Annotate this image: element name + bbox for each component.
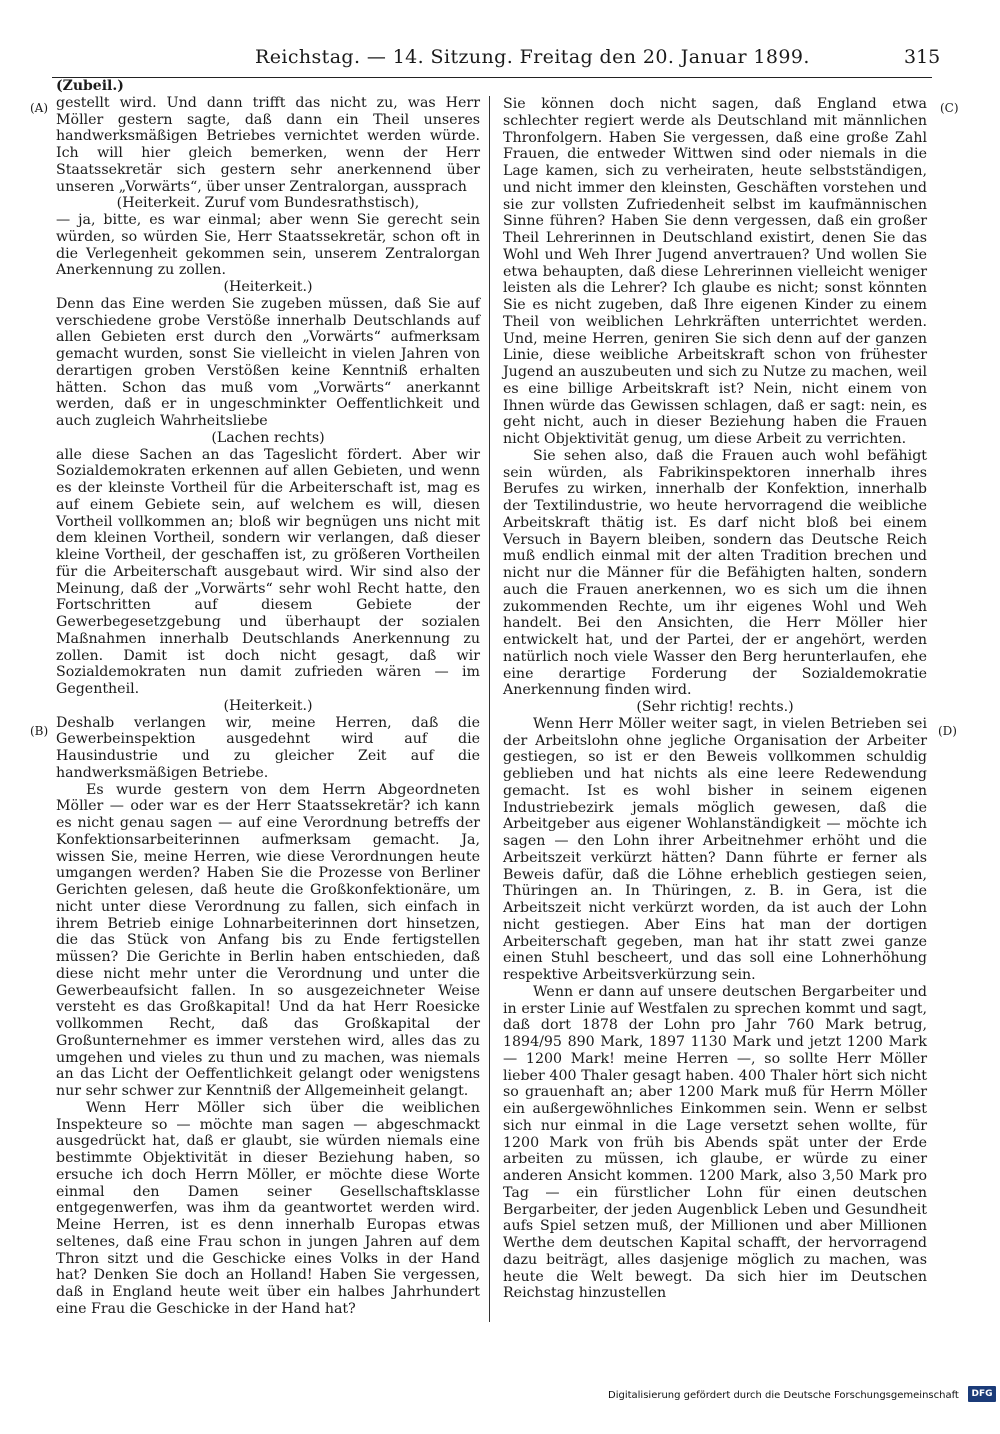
paragraph: Wenn er dann auf unsere deutschen Bergarbeiter und in erster Linie auf Westfalen zu sprechen kommt und sagt, daß dort 1878 der Lohn pro Jahr 760 Mark betrug, 1894/95 890 Mark, 1897 1130 Mark und jetzt 1200 Mark — 1200 Mark! meine Herren —, so sollte Herr Möller lieber 400 Thaler gesagt haben. 400 Thaler hört sich nicht so grauenhaft an; aber 1200 Mark muß für Herrn Möller ein außergewöhnliches Einkommen sein. Wenn er selbst sich nur einmal in die Lage versetzt sehen wollte, für 1200 Mark von früh bis Abends spät unter der Erde arbeiten zu müssen, ich glaube, er würde zu einer anderen Ansicht kommen. 1200 Mark, also 3,50 Mark pro Tag — ein fürstlicher Lohn für einen deutschen Bergarbeiter, der jeden Augenblick Leben und Gesundheit aufs Spiel setzen muß, der Millionen und aber Millionen Werthe dem deutschen Kapital schafft, der hervorragend dazu beiträgt, alles dasjenige möglich zu machen, was heute die Welt bewegt. Da sich hier im Deutschen Reichstag hinzustellen [503, 983, 927, 1302]
dfg-logo-text: DFG [971, 1389, 993, 1399]
margin-marker-d: (D) [938, 724, 957, 738]
page-number: 315 [904, 46, 941, 68]
margin-marker-b: (B) [30, 724, 49, 738]
running-head-title: Reichstag. — 14. Sitzung. Freitag den 20. Januar 1899. [255, 46, 810, 68]
paragraph: Sie sehen also, daß die Frauen auch wohl befähigt sein würden, als Fabrikinspektoren innerhalb ihres Berufes zu wirken, innerhalb der Konfektion, innerhalb der Textilindustrie, wo heute hervorragend die weibliche Arbeitskraft thätig ist. Es darf nicht bloß bei einem Versuch in Bayern bleiben, sondern das Deutsche Reich muß endlich einmal mit der alten Tradition brechen und nicht nur die Männer für die Befähigten halten, sondern auch die Frauen anerkennen, wo es sich um die ihnen zukommenden Rechte, um ihr eigenes Wohl und Weh handelt. Bei den Ansichten, die Herr Möller hier entwickelt hat, und der Partei, der er angehört, werden natürlich noch viele Wasser den Berg herunterlaufen, ehe eine derartige Forderung der Sozialdemokratie Anerkennung finden wird. [503, 447, 927, 699]
stage-direction: (Heiterkeit.) [223, 697, 313, 714]
paragraph: alle diese Sachen an das Tageslicht fördert. Aber wir Sozialdemokraten erkennen auf allen Gebieten, und wenn es der kleinste Vortheil für die Arbeiterschaft ist, mag es auf einem Gebiete sein, auf welchem es will, diesen Vortheil vollkommen an; bloß wir begnügen uns nicht mit dem kleinen Vortheil, sondern wir verlangen, daß dieser kleine Vortheil, der geschaffen ist, zu größeren Vortheilen für die Arbeiterschaft ausgebaut wird. Wir sind also der Meinung, daß der „Vorwärts“ sehr wohl Recht hatte, den Fortschritten auf diesem Gebiete der Gewerbegesetzgebung und überhaupt der sozialen Maßnahmen innerhalb Deutschlands Anerkennung zu zollen. Damit ist doch nicht gesagt, daß wir Sozialdemokraten nun damit zufrieden wären — im Gegentheil. [56, 446, 480, 697]
paragraph: Denn das Eine werden Sie zugeben müssen, daß Sie auf verschiedene grobe Verstöße innerhalb Deutschlands auf allen Gebieten erst durch den „Vorwärts“ aufmerksam gemacht wurden, sonst Sie vielleicht in vielen Jahren von derartigen groben Verstößen keine Kenntniß erhalten hätten. Schon das muß vom „Vorwärts“ anerkannt werden, daß er in ungeschminkter Oeffentlichkeit und auch zugleich Wahrheitsliebe [56, 295, 480, 429]
margin-marker-a: (A) [30, 101, 49, 115]
paragraph: Wenn Herr Möller sich über die weiblichen Inspekteure so — möchte man sagen — abgeschmackt ausgedrückt hat, daß er glaubt, sie würden niemals eine bestimmte Objektivität in dieser Beziehung haben, so ersuche ich doch Herrn Möller, er möchte diese Worte einmal den Damen seiner Gesellschaftsklasse entgegenwerfen, was ihm da geantwortet werden wird. Meine Herren, ist es denn innerhalb Europas etwas seltenes, daß eine Frau schon in jungen Jahren auf dem Thron sitzt und die Geschicke eines Volks in der Hand hat? Denken Sie doch an Holland! Haben Sie vergessen, daß in England heute weit über ein halbes Jahrhundert eine Frau die Geschicke in der Hand hat? [56, 1099, 480, 1317]
column-divider [489, 96, 490, 1322]
stage-direction: (Heiterkeit. Zuruf vom Bundesrathstisch), [116, 195, 420, 212]
speaker-name: (Zubeil.) [56, 78, 124, 94]
paragraph: Sie können doch nicht sagen, daß England etwa schlechter regiert werde als Deutschland mit männlichen Thronfolgern. Haben Sie vergessen, daß eine große Zahl Frauen, die entweder Wittwen sind oder niemals in die Lage kamen, sich zu verheiraten, heute selbstständigen, und nicht immer den kleinsten, Geschäften vorstehen und sie zur vollsten Zufriedenheit selbst im kaufmännischen Sinne führen? Haben Sie denn vergessen, daß ein großer Theil Lehrerinnen in Deutschland existirt, denen Sie das Wohl und Weh Ihrer Jugend anvertrauen? Und wollen Sie etwa behaupten, daß diese Lehrerinnen vielleicht weniger leisten als die Lehrer? Ich glaube es nicht; sonst könnten Sie es nicht zugeben, daß Ihre eigenen Kinder zu einem Theil von weiblichen Lehrkräften unterrichtet werden. Und, meine Herren, geniren Sie sich denn auf der ganzen Linie, diese weibliche Arbeitskraft schon von frühester Jugend an auszubeuten und sich zu Nutze zu machen, weil es eine billige Arbeitskraft ist? Nein, nicht einem von Ihnen würde das Gewissen schlagen, daß er sagt: nein, es geht nicht, auch in dieser Beziehung haben die Frauen nicht Objektivität genug, um diese Arbeit zu verrichten. [503, 96, 927, 447]
paragraph: Wenn Herr Möller weiter sagt, in vielen Betrieben sei der Arbeitslohn ohne jegliche Organisation der Arbeiter gestiegen, so ist er den Beweis vollkommen schuldig geblieben und hat nichts als eine leere Redewendung gemacht. Ist es wohl bisher in seinem eigenen Industriebezirk jemals möglich gewesen, daß die Arbeitgeber aus eigener Wohlanständigkeit — möchte ich sagen — den Lohn ihrer Arbeitnehmer erhöht und die Arbeitszeit verkürzt hätten? Dann führte er ferner als Beweis dafür, daß die Löhne erheblich gestiegen seien, Thüringen an. In Thüringen, z. B. in Gera, ist die Arbeitszeit nicht verkürzt worden, da ist auch der Lohn nicht gestiegen. Aber Eins hat man der dortigen Arbeiterschaft gegeben, man hat ihr statt zwei ganze einen Stuhl bescheert, und das soll eine Lohnerhöhung respektive Arbeitsverkürzung sein. [503, 715, 927, 983]
running-head [0, 44, 1000, 80]
paragraph: gestellt wird. Und dann trifft das nicht zu, was Herr Möller gestern sagte, daß dann ein Theil unseres handwerksmäßigen Betriebes vernichtet werden würde. Ich will hier gleich bemerken, wenn der Herr Staatssekretär sich gestern sehr anerkennend über unseren „Vorwärts“, über unser Zentralorgan, aussprach [56, 94, 480, 195]
stage-direction: (Lachen rechts) [211, 429, 325, 446]
dfg-logo [968, 1386, 996, 1402]
paragraph: Es wurde gestern von dem Herrn Abgeordneten Möller — oder war es der Herr Staatssekretär? ich kann es nicht genau sagen — auf eine Verordnung betreffs der Konfektionsarbeiterinnen aufmerksam gemacht. Ja, wissen Sie, meine Herren, wie diese Verordnungen heute umgangen werden? Haben Sie die Prozesse von Berliner Gerichten gelesen, daß heute die Großkonfektionäre, um nicht unter diese Verordnung zu fallen, sich einfach in ihrem Betrieb einige Lohnarbeiterinnen dort hinsetzen, die das Stück von Anfang bis zu Ende fertigstellen müssen? Die Gerichte in Berlin haben entschieden, daß diese nicht mehr unter die Verordnung und unter die Gewerbeaufsicht fallen. In so ausgezeichneter Weise versteht es das Großkapital! Und da hat Herr Roesicke vollkommen Recht, daß das Großkapital der Großunternehmer es immer verstehen wird, alles das zu umgehen und vieles zu thun und zu machen, was niemals an das Licht der Oeffentlichkeit gelangt oder wenigstens nur sehr schwer zur Kenntniß der Allgemeinheit gelangt. [56, 781, 480, 1099]
digitization-note: Digitalisierung gefördert durch die Deutsche Forschungsgemeinschaft [608, 1390, 959, 1401]
paragraph: Deshalb verlangen wir, meine Herren, daß die Gewerbeinspektion ausgedehnt wird auf die Hausindustrie und zu gleicher Zeit auf die handwerksmäßigen Betriebe. [56, 714, 480, 781]
margin-marker-c: (C) [940, 101, 959, 115]
stage-direction: (Sehr richtig! rechts.) [636, 699, 794, 715]
paragraph: — ja, bitte, es war einmal; aber wenn Sie gerecht sein würden, so würden Sie, Herr Staatssekretär, schon oft in die Verlegenheit gekommen sein, unserem Zentralorgan Anerkennung zu zollen. [56, 212, 480, 279]
right-column [503, 96, 927, 1302]
left-column [56, 78, 480, 1318]
stage-direction: (Heiterkeit.) [223, 279, 313, 295]
